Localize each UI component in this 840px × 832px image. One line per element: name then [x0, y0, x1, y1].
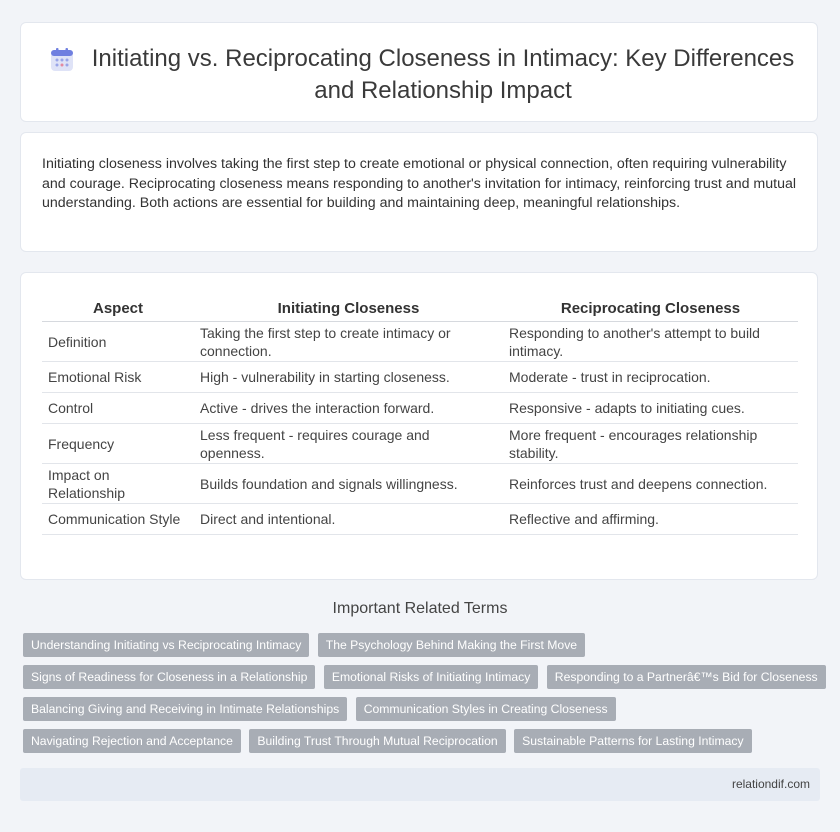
comparison-table	[42, 297, 798, 535]
table-cell-reciprocating: Responding to another's attempt to build intimacy.	[503, 322, 798, 362]
table-cell-initiating: Builds foundation and signals willingness.	[194, 464, 503, 504]
header-aspect: Aspect	[42, 297, 194, 322]
table-cell-aspect: Communication Style	[42, 504, 194, 535]
tag-row	[23, 697, 823, 721]
table-cell-reciprocating: Reinforces trust and deepens connection.	[503, 464, 798, 504]
related-term-tag[interactable]: The Psychology Behind Making the First Move	[318, 633, 585, 657]
table-cell-reciprocating: Reflective and affirming.	[503, 504, 798, 535]
table-cell-aspect: Control	[42, 393, 194, 424]
table-row	[42, 322, 798, 362]
related-term-tag[interactable]: Balancing Giving and Receiving in Intimate Relationships	[23, 697, 347, 721]
table-row	[42, 424, 798, 464]
table-cell-reciprocating: Moderate - trust in reciprocation.	[503, 362, 798, 393]
table-row	[42, 504, 798, 535]
related-term-tag[interactable]: Building Trust Through Mutual Reciprocation	[249, 729, 505, 753]
related-term-tag[interactable]: Emotional Risks of Initiating Intimacy	[324, 665, 538, 689]
header-reciprocating: Reciprocating Closeness	[503, 297, 798, 322]
related-term-tag[interactable]: Navigating Rejection and Acceptance	[23, 729, 241, 753]
table-cell-aspect: Impact on Relationship	[42, 464, 194, 504]
related-term-tag[interactable]: Responding to a Partnerâ€™s Bid for Closeness	[547, 665, 826, 689]
table-row	[42, 464, 798, 504]
footer	[20, 768, 820, 801]
tag-row	[23, 665, 823, 689]
page-title: Initiating vs. Reciprocating Closeness in Intimacy: Key Differences and Relationship Impact	[91, 45, 795, 104]
intro-text: Initiating closeness involves taking the first step to create emotional or physical connection, often requiring vulnerability and courage. Reciprocating closeness means responding to another's invitation for intimacy, reinforcing trust and mutual understanding. Both actions are essential for building and maintaining deep, meaningful relationships.	[42, 156, 797, 211]
related-term-tag[interactable]: Understanding Initiating vs Reciprocating Intimacy	[23, 633, 309, 657]
related-term-tag[interactable]: Signs of Readiness for Closeness in a Relationship	[23, 665, 315, 689]
related-terms-list	[23, 633, 823, 761]
table-row	[42, 393, 798, 424]
table-cell-aspect: Frequency	[42, 424, 194, 464]
intro-card	[20, 132, 818, 252]
table-cell-initiating: Active - drives the interaction forward.	[194, 393, 503, 424]
table-row	[42, 362, 798, 393]
table-cell-reciprocating: More frequent - encourages relationship stability.	[503, 424, 798, 464]
table-cell-aspect: Emotional Risk	[42, 362, 194, 393]
table-cell-initiating: Taking the first step to create intimacy or connection.	[194, 322, 503, 362]
footer-site-link[interactable]: relationdif.com	[731, 777, 810, 791]
calendar-icon	[49, 47, 75, 73]
table-cell-initiating: High - vulnerability in starting closeness.	[194, 362, 503, 393]
table-cell-reciprocating: Responsive - adapts to initiating cues.	[503, 393, 798, 424]
related-terms-title: Important Related Terms	[332, 600, 508, 617]
comparison-card	[20, 272, 818, 580]
table-cell-initiating: Direct and intentional.	[194, 504, 503, 535]
header-initiating: Initiating Closeness	[194, 297, 503, 322]
table-header-row	[42, 297, 798, 322]
table-cell-aspect: Definition	[42, 322, 194, 362]
related-term-tag[interactable]: Communication Styles in Creating Closeness	[356, 697, 616, 721]
header-card	[20, 22, 818, 122]
tag-row	[23, 633, 823, 657]
related-term-tag[interactable]: Sustainable Patterns for Lasting Intimacy	[514, 729, 752, 753]
table-cell-initiating: Less frequent - requires courage and openness.	[194, 424, 503, 464]
tag-row	[23, 729, 823, 753]
